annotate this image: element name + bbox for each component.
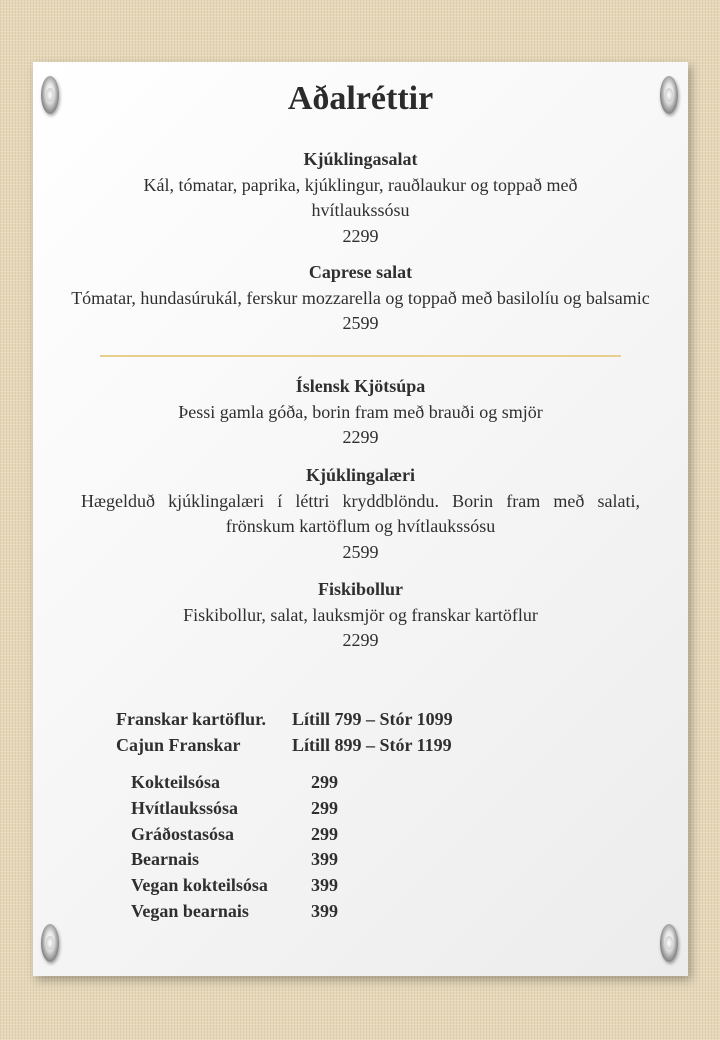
sauce-name: Kokteilsósa	[131, 772, 221, 792]
sauce-price: 399	[311, 849, 338, 870]
sauce-price: 399	[311, 900, 338, 921]
sauce-row	[131, 822, 338, 848]
sauce-price: 399	[311, 875, 338, 896]
dish-price: 2599	[342, 541, 379, 562]
dish-price: 2299	[342, 427, 379, 447]
fries-sizes: Lítill 799 – Stór 1099	[292, 709, 453, 729]
fries-sizes: Lítill 899 – Stór 1199	[292, 734, 452, 755]
dish-price: 2599	[342, 313, 379, 333]
dish-description: Fiskibollur, salat, lauksmjör og franskar kartöflur	[183, 604, 538, 625]
sauce-name: Vegan kokteilsósa	[131, 875, 268, 896]
sauce-name: Gráðostasósa	[131, 823, 234, 844]
sauce-row	[131, 899, 338, 925]
sauce-row	[131, 847, 338, 873]
sauce-name: Vegan bearnais	[131, 900, 249, 921]
sauce-row	[131, 770, 338, 796]
pin-icon	[41, 924, 59, 962]
pin-icon	[660, 924, 678, 962]
sauce-row	[131, 796, 338, 822]
menu-sheet	[33, 62, 688, 976]
divider-line	[100, 355, 621, 357]
sauce-price: 299	[311, 797, 338, 818]
dish-item	[53, 147, 668, 249]
fries-row	[116, 733, 453, 759]
menu-title: Aðalréttir	[287, 80, 434, 117]
dish-price: 2299	[342, 225, 379, 246]
sauce-list	[131, 770, 338, 925]
sauce-price: 299	[311, 823, 338, 844]
dish-description: Tómatar, hundasúrukál, ferskur mozzarella og toppað með basilolíu og balsamic	[71, 287, 650, 308]
dish-name: Fiskibollur	[317, 579, 404, 599]
fries-name: Cajun Franskar	[116, 734, 241, 755]
dish-description: Þessi gamla góða, borin fram með brauði og smjör	[178, 401, 543, 422]
dish-name: Caprese salat	[308, 262, 413, 282]
fries-name: Franskar kartöflur.	[116, 709, 267, 729]
fries-row	[116, 707, 453, 733]
dish-item	[53, 260, 668, 337]
sauce-name: Hvítlaukssósa	[131, 797, 239, 818]
dish-item	[53, 577, 668, 654]
dish-price: 2299	[342, 630, 379, 650]
dish-name: Íslensk Kjötsúpa	[295, 376, 426, 396]
sauce-name: Bearnais	[131, 849, 200, 870]
dish-item	[53, 374, 668, 451]
fries-list	[116, 707, 453, 758]
dish-description: Kál, tómatar, paprika, kjúklingur, rauðlaukur og toppað með hvítlaukssósu	[143, 174, 578, 220]
dish-description: Hægelduð kjúklingalæri í léttri kryddblöndu. Borin fram með salati, frönskum kartöflum og hvítlaukssósu	[81, 490, 640, 536]
dish-name: Kjúklingalæri	[305, 465, 416, 485]
sauce-row	[131, 873, 338, 899]
dish-name: Kjúklingasalat	[303, 149, 418, 169]
sauce-price: 299	[311, 772, 338, 792]
dish-item	[53, 463, 668, 565]
